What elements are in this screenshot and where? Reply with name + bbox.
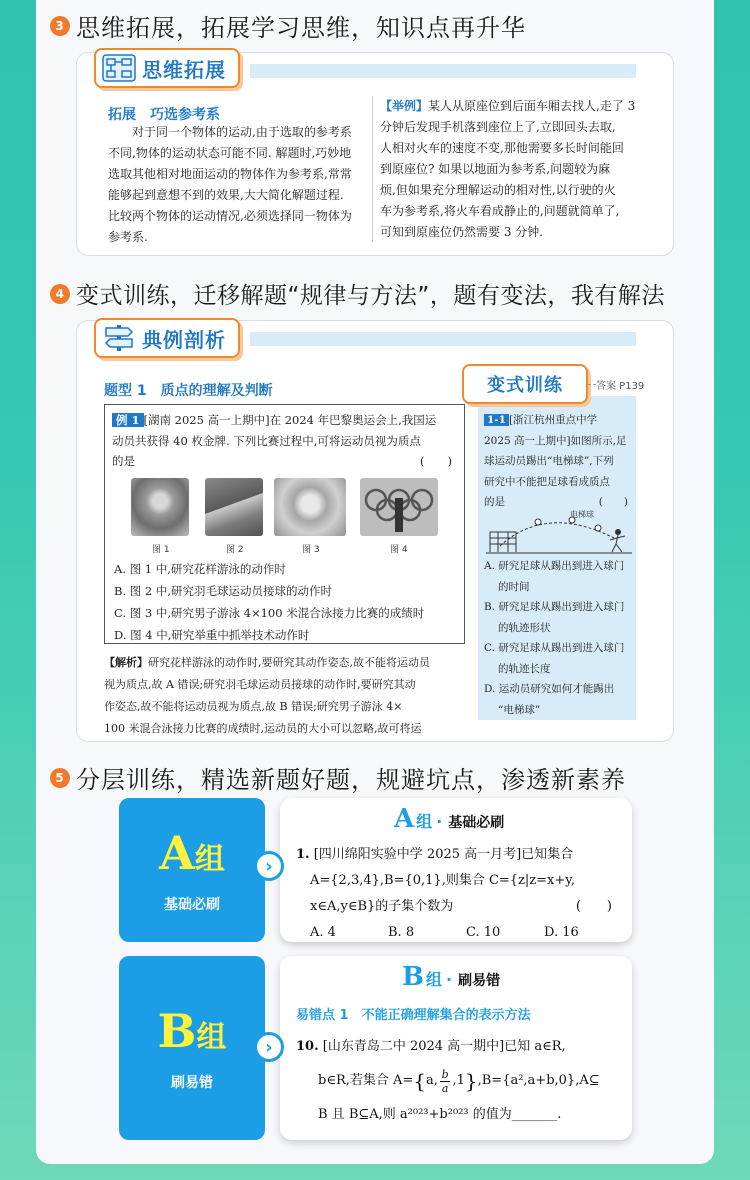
figure-caption: 图 2: [226, 545, 244, 555]
section-3-title: 思维拓展，拓展学习思维，知识点再升华: [76, 14, 526, 42]
option-item: C. 图 3 中,研究男子游泳 4×100 米混合泳接力比赛的成绩时: [114, 606, 425, 620]
photo-weightlifting: [360, 478, 438, 536]
tag-bar: [250, 64, 636, 78]
flowchart-icon: [102, 53, 136, 83]
text-line: 分钟后发现手机落到座位上了,立即回头去取,: [380, 120, 616, 134]
text-line: 烦,但如果充分理解运动的相对性,以行驶的火: [380, 183, 616, 197]
text-line: 10. [山东青岛二中 2024 高一期中]已知 a∈R,: [296, 1039, 566, 1054]
chevron-right-icon: ›: [254, 1032, 284, 1062]
text-line: 100 米混合泳接力比赛的成绩时,运动员的大小可以忽略,故可将运: [104, 722, 422, 735]
diagram-label: 电梯球: [570, 510, 594, 519]
text-line: A={2,3,4},B={0,1},则集合 C={z|z=x+y,: [310, 873, 576, 888]
text-line: 视为质点,故 A 错误;研究羽毛球运动员接球的动作时,要研究其动: [104, 678, 416, 691]
text-line: 2025 高一上期中]如图所示,足: [484, 434, 627, 447]
group-a-question: [296, 842, 626, 946]
thinking-tag-label: 思维拓展: [142, 57, 226, 82]
text-line: 比较两个物体的运动情况,必须选择同一物体为: [108, 209, 352, 223]
example-label: 【举例】: [380, 99, 429, 113]
text-line: 研究中不能把足球看成质点: [484, 475, 610, 488]
text-line: 的是 ( ): [484, 492, 634, 513]
example-text: [380, 96, 642, 243]
error-point-title: 易错点 1 不能正确理解集合的表示方法: [296, 1008, 531, 1023]
section-number-badge: 5: [50, 768, 70, 788]
option-item: A. 图 1 中,研究花样游泳的动作时: [114, 562, 286, 576]
elevator-ball-diagram: [486, 508, 632, 554]
text-line: 选取其他相对地面运动的物体作为参考系,常常: [108, 167, 352, 181]
photo-badminton: [205, 478, 263, 536]
figure-caption: 图 1: [152, 545, 170, 555]
option-item: B. 研究足球从踢出到进入球门 的轨迹形状: [484, 601, 625, 634]
group-a-subtitle: 基础必刷: [164, 897, 220, 913]
text-line: 参考系.: [108, 230, 148, 244]
text-line: x∈A,y∈B}的子集个数为 ( ): [296, 894, 626, 920]
answer-paren: ( ): [420, 454, 452, 468]
text-line: 可知到原座位仍然需要 3 分钟.: [380, 225, 544, 239]
choice-row: [296, 920, 626, 946]
right-brace: }: [464, 1069, 478, 1093]
text-line: 【解析】研究花样游泳的动作时,要研究其动作姿态,故不能将运动员: [104, 656, 430, 669]
group-a-letter: A: [159, 826, 195, 880]
figure-caption: 图 3: [302, 545, 320, 555]
text-line: 1. [四川绵阳实验中学 2025 高一月考]已知集合: [296, 847, 574, 862]
text-line: 作姿态,故不能将运动员视为质点,故 B 错误;研究男子游泳 4×: [104, 700, 403, 713]
text-line: 球运动员踢出“电梯球”,下列: [484, 455, 614, 467]
thinking-tag: [94, 48, 240, 88]
text-line: 的是 ( ): [112, 451, 462, 472]
tag-bar: [250, 332, 636, 346]
group-b-letter: B: [157, 1004, 197, 1058]
section-4-title: 变式训练，迁移解题“规律与方法”，题有变法，我有解法: [76, 283, 665, 309]
answer-paren: ( ): [598, 496, 628, 508]
group-a-card-title: A 组 · 基础必刷: [394, 804, 505, 834]
extension-text: [108, 122, 370, 248]
text-line: 能够起到意想不到的效果,大大简化解题过程.: [108, 188, 344, 202]
choice-item: D. 16: [544, 925, 579, 940]
question-number: 1.: [296, 847, 310, 862]
choice-item: A. 4: [310, 925, 336, 940]
text-line: 人相对火车的速度不变,那他需要多长时间能回: [380, 141, 624, 155]
text-line: B 且 B⊆A,则 a²⁰²³+b²⁰²³ 的值为_______.: [318, 1107, 562, 1122]
extension-title: 拓展 巧选参考系: [108, 107, 220, 123]
group-b-card-title: B 组 · 刷易错: [402, 962, 501, 992]
text-line: 动员共获得 40 枚金牌. 下列比赛过程中,可将运动员视为质点: [112, 433, 421, 448]
analysis-label: 【解析】: [104, 656, 148, 669]
group-b-question: [296, 1030, 626, 1132]
choice-item: B. 8: [388, 925, 415, 940]
section-number-badge: 4: [50, 284, 70, 304]
answer-paren: ( ): [575, 899, 612, 914]
option-item: A. 研究足球从踢出到进入球门 的时间: [484, 560, 625, 593]
example-number-badge: 例 1: [112, 413, 144, 427]
olympic-rings-icon: [360, 478, 438, 536]
group-b-subtitle: 刷易错: [171, 1075, 213, 1091]
left-brace: {: [413, 1069, 427, 1093]
option-item: B. 图 2 中,研究羽毛球运动员接球的动作时: [114, 584, 333, 598]
variant-tag-label: 变式训练: [487, 375, 563, 396]
section-4-heading: [50, 277, 665, 310]
answer-reference: 答案 P139: [596, 381, 645, 392]
analysis-text: [104, 652, 468, 740]
text-line: 1-1 [浙江杭州重点中学: [484, 410, 634, 431]
group-a-block: [119, 798, 265, 942]
text-line: 对于同一个物体的运动,由于选取的参考系: [132, 125, 352, 139]
section-5-heading: [50, 760, 626, 795]
option-item: C. 研究足球从踢出到进入球门 的轨迹长度: [484, 642, 625, 675]
section-5-title: 分层训练，精选新题好题，规避坑点，渗透新素养: [76, 766, 626, 794]
variant-tag: [462, 364, 588, 404]
column-divider: [372, 96, 373, 242]
text-line: 不同,物体的运动状态可能不同. 解题时,巧妙地: [108, 146, 352, 160]
signpost-icon: [102, 323, 136, 353]
example-tag-label: 典例剖析: [142, 327, 226, 352]
group-b-heading: [158, 1004, 227, 1058]
photo-synchronized-swimming: [131, 478, 189, 536]
example-options: [114, 558, 464, 646]
group-a-zu: 组: [194, 842, 225, 877]
text-line: 【举例】某人从原座位到后面车厢去找人,走了 3: [380, 99, 636, 113]
variant-options: [484, 556, 634, 720]
section-3-heading: [50, 8, 526, 43]
fraction: b a: [441, 1067, 449, 1095]
example-tag: [94, 318, 240, 358]
text-line: 到原座位? 如果以地面为参考系,问题较为麻: [380, 162, 611, 176]
text-line: 车为参考系,将火车看成静止的,问题就简单了,: [380, 204, 620, 218]
variant-question: [484, 410, 634, 513]
text-line: 例 1 [湖南 2025 高一上期中]在 2024 年巴黎奥运会上,我国运: [112, 410, 462, 431]
option-item: D. 图 4 中,研究举重中抓举技术动作时: [114, 628, 310, 642]
choice-item: C. 10: [466, 925, 501, 940]
question-number: 10.: [296, 1039, 319, 1054]
variant-number-badge: 1-1: [484, 414, 509, 426]
photo-swimming: [274, 478, 346, 536]
example-question: [112, 410, 462, 472]
group-b-zu: 组: [196, 1020, 227, 1055]
group-a-heading: [159, 826, 225, 880]
chevron-right-icon: ›: [254, 851, 284, 881]
figure-caption: 图 4: [390, 545, 408, 555]
text-line: b∈R,若集合 A= { a, b a ,1 } ,B={a²,a+b,0},A⊆: [296, 1064, 626, 1098]
question-type-title: 题型 1 质点的理解及判断: [104, 383, 273, 399]
group-b-block: [119, 956, 265, 1140]
section-number-badge: 3: [50, 16, 70, 36]
dash-leader: [588, 384, 596, 385]
option-item: D. 运动员研究如何才能踢出 “电梯球”: [484, 683, 615, 716]
